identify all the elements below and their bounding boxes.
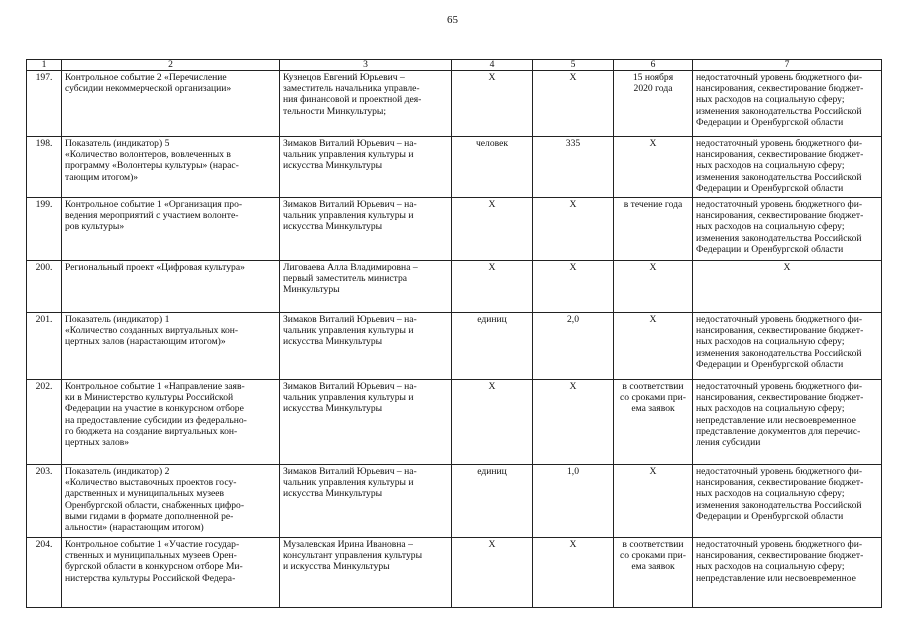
deadline-cell-text: X: [649, 466, 657, 477]
risk-cell-text: недостаточный уровень бюджетного фи- нансирования, секвестирование бюджет- ных расходов на социальную сферу; изменения законодательства Российской Федерации и Оренбургской области: [696, 199, 864, 255]
row-number-cell-text: 203.: [35, 466, 53, 477]
risk-cell: [693, 538, 882, 608]
events-table: [26, 59, 882, 608]
column-header: 7: [693, 60, 882, 71]
risk-cell-text: недостаточный уровень бюджетного фи- нансирования, секвестирование бюджет- ных расходов на социальную сферу; изменения законодательства Российской Федерации и Оренбургской области: [696, 72, 864, 128]
value-cell-text: 2,0: [567, 314, 579, 325]
row-number-cell: [27, 313, 62, 380]
event-name-cell: [62, 465, 280, 538]
column-header: 4: [452, 60, 533, 71]
risk-cell-text: X: [783, 262, 791, 273]
unit-cell-text: единиц: [477, 314, 507, 325]
value-cell-text: X: [569, 262, 577, 273]
column-header: 6: [614, 60, 693, 71]
risk-cell: [693, 71, 882, 137]
unit-cell: [452, 538, 533, 608]
event-name-cell: [62, 261, 280, 313]
responsible-person-cell: [280, 198, 452, 261]
unit-cell: [452, 465, 533, 538]
deadline-cell-text: в течение года: [623, 199, 683, 210]
header-row: [27, 60, 882, 71]
value-cell-text: 1,0: [567, 466, 579, 477]
event-name-cell-text: Контрольное событие 1 «Участие государ- ственных и муниципальных музеев Орен- бургской области в конкурсном отборе Ми- нистерства культуры Российской Федера-: [65, 539, 243, 584]
row-number-cell: [27, 465, 62, 538]
risk-cell-text: недостаточный уровень бюджетного фи- нансирования, секвестирование бюджет- ных расходов на социальную сферу; изменения законодательства Российской Федерации и Оренбургской области: [696, 314, 864, 370]
responsible-person-cell-text: Зимаков Виталий Юрьевич – на- чальник управления культуры и искусства Минкультуры: [283, 381, 417, 415]
event-name-cell: [62, 137, 280, 198]
deadline-cell-text: в соответствии со сроками при- ема заявок: [620, 539, 686, 573]
responsible-person-cell: [280, 538, 452, 608]
row-number-cell: [27, 71, 62, 137]
row-number-cell-text: 204.: [35, 539, 53, 550]
risk-cell: [693, 137, 882, 198]
value-cell: [533, 380, 614, 465]
page-number: 65: [447, 14, 458, 26]
table-row: [27, 380, 882, 465]
deadline-cell-text: X: [649, 262, 657, 273]
risk-cell: [693, 465, 882, 538]
table-row: [27, 71, 882, 137]
responsible-person-cell-text: Лиговаева Алла Владимировна – первый заместитель министра Минкультуры: [283, 262, 418, 296]
column-header: 1: [27, 60, 62, 71]
value-cell: [533, 137, 614, 198]
value-cell: [533, 71, 614, 137]
deadline-cell-text: 15 ноября 2020 года: [632, 72, 674, 95]
row-number-cell: [27, 538, 62, 608]
event-name-cell-text: Контрольное событие 1 «Направление заяв- ки в Министерство культуры Российской Федерации на участие в конкурсном отборе на предоставление субсидии из федерально- го бюджета на создание виртуальных кон- цертных залов»: [65, 381, 247, 449]
risk-cell: [693, 380, 882, 465]
unit-cell-text: X: [488, 199, 496, 210]
unit-cell-text: X: [488, 381, 496, 392]
row-number-cell: [27, 380, 62, 465]
table-row: [27, 465, 882, 538]
deadline-cell: [614, 71, 693, 137]
value-cell: [533, 538, 614, 608]
value-cell-text: X: [569, 381, 577, 392]
deadline-cell: [614, 137, 693, 198]
responsible-person-cell: [280, 137, 452, 198]
unit-cell: [452, 71, 533, 137]
unit-cell: [452, 137, 533, 198]
unit-cell-text: X: [488, 539, 496, 550]
event-name-cell-text: Показатель (индикатор) 2 «Количество выставочных проектов госу- дарственных и муниципальных музеев Оренбургской области, снабженных цифро- выми гидами в формате дополненной ре- альности» (нарастающим итогом): [65, 466, 245, 534]
table-row: [27, 198, 882, 261]
risk-cell: [693, 313, 882, 380]
table-row: [27, 137, 882, 198]
risk-cell-text: недостаточный уровень бюджетного фи- нансирования, секвестирование бюджет- ных расходов на социальную сферу; изменения законодательства Российской Федерации и Оренбургской области: [696, 466, 864, 522]
unit-cell: [452, 261, 533, 313]
deadline-cell: [614, 198, 693, 261]
table-row: [27, 538, 882, 608]
row-number-cell: [27, 261, 62, 313]
responsible-person-cell: [280, 465, 452, 538]
event-name-cell-text: Контрольное событие 2 «Перечисление субсидии некоммерческой организации»: [65, 72, 232, 95]
risk-cell: [693, 261, 882, 313]
unit-cell-text: единиц: [477, 466, 507, 477]
responsible-person-cell-text: Кузнецов Евгений Юрьевич – заместитель начальника управле- ния финансовой и проектной дея- тельности Минкультуры;: [283, 72, 422, 117]
responsible-person-cell: [280, 71, 452, 137]
deadline-cell: [614, 538, 693, 608]
responsible-person-cell-text: Зимаков Виталий Юрьевич – на- чальник управления культуры и искусства Минкультуры: [283, 199, 417, 233]
row-number-cell-text: 198.: [35, 138, 53, 149]
event-name-cell-text: Региональный проект «Цифровая культура»: [65, 262, 245, 273]
column-header: 3: [280, 60, 452, 71]
risk-cell: [693, 198, 882, 261]
deadline-cell-text: X: [649, 314, 657, 325]
deadline-cell-text: X: [649, 138, 657, 149]
table-row: [27, 313, 882, 380]
responsible-person-cell: [280, 261, 452, 313]
value-cell-text: X: [569, 199, 577, 210]
deadline-cell: [614, 465, 693, 538]
value-cell-text: 335: [565, 138, 581, 149]
event-name-cell: [62, 71, 280, 137]
event-name-cell: [62, 198, 280, 261]
unit-cell-text: человек: [475, 138, 509, 149]
event-name-cell-text: Контрольное событие 1 «Организация про- ведения мероприятий с участием волонте- ров культуры»: [65, 199, 243, 233]
table-body: [27, 71, 882, 608]
unit-cell-text: X: [488, 262, 496, 273]
value-cell-text: X: [569, 72, 577, 83]
unit-cell: [452, 198, 533, 261]
value-cell: [533, 465, 614, 538]
value-cell: [533, 261, 614, 313]
deadline-cell: [614, 380, 693, 465]
event-name-cell: [62, 380, 280, 465]
risk-cell-text: недостаточный уровень бюджетного фи- нансирования, секвестирование бюджет- ных расходов на социальную сферу; непредставление или несвоевременное представление документов для перечис- ления субсидии: [696, 381, 864, 449]
row-number-cell-text: 199.: [35, 199, 53, 210]
row-number-cell: [27, 198, 62, 261]
table-row: [27, 261, 882, 313]
deadline-cell: [614, 261, 693, 313]
unit-cell: [452, 380, 533, 465]
risk-cell-text: недостаточный уровень бюджетного фи- нансирования, секвестирование бюджет- ных расходов на социальную сферу; непредставление или несвоевременное: [696, 539, 864, 584]
value-cell: [533, 198, 614, 261]
responsible-person-cell-text: Музалевская Ирина Ивановна – консультант управления культуры и искусства Минкультуры: [283, 539, 423, 573]
row-number-cell-text: 201.: [35, 314, 53, 325]
column-header: 5: [533, 60, 614, 71]
responsible-person-cell-text: Зимаков Виталий Юрьевич – на- чальник управления культуры и искусства Минкультуры: [283, 466, 417, 500]
value-cell: [533, 313, 614, 380]
event-name-cell: [62, 313, 280, 380]
event-name-cell-text: Показатель (индикатор) 1 «Количество созданных виртуальных кон- цертных залов (нарастающим итогом)»: [65, 314, 239, 348]
row-number-cell-text: 197.: [35, 72, 53, 83]
responsible-person-cell-text: Зимаков Виталий Юрьевич – на- чальник управления культуры и искусства Минкультуры: [283, 138, 417, 172]
unit-cell: [452, 313, 533, 380]
event-name-cell-text: Показатель (индикатор) 5 «Количество волонтеров, вовлеченных в программу «Волонтеры культуры» (нарас- тающим итогом)»: [65, 138, 239, 183]
row-number-cell-text: 200.: [35, 262, 53, 273]
value-cell-text: X: [569, 539, 577, 550]
responsible-person-cell: [280, 380, 452, 465]
event-name-cell: [62, 538, 280, 608]
column-header: 2: [62, 60, 280, 71]
unit-cell-text: X: [488, 72, 496, 83]
deadline-cell-text: в соответствии со сроками при- ема заявок: [620, 381, 686, 415]
responsible-person-cell: [280, 313, 452, 380]
responsible-person-cell-text: Зимаков Виталий Юрьевич – на- чальник управления культуры и искусства Минкультуры: [283, 314, 417, 348]
row-number-cell-text: 202.: [35, 381, 53, 392]
row-number-cell: [27, 137, 62, 198]
deadline-cell: [614, 313, 693, 380]
risk-cell-text: недостаточный уровень бюджетного фи- нансирования, секвестирование бюджет- ных расходов на социальную сферу; изменения законодательства Российской Федерации и Оренбургской области: [696, 138, 864, 194]
